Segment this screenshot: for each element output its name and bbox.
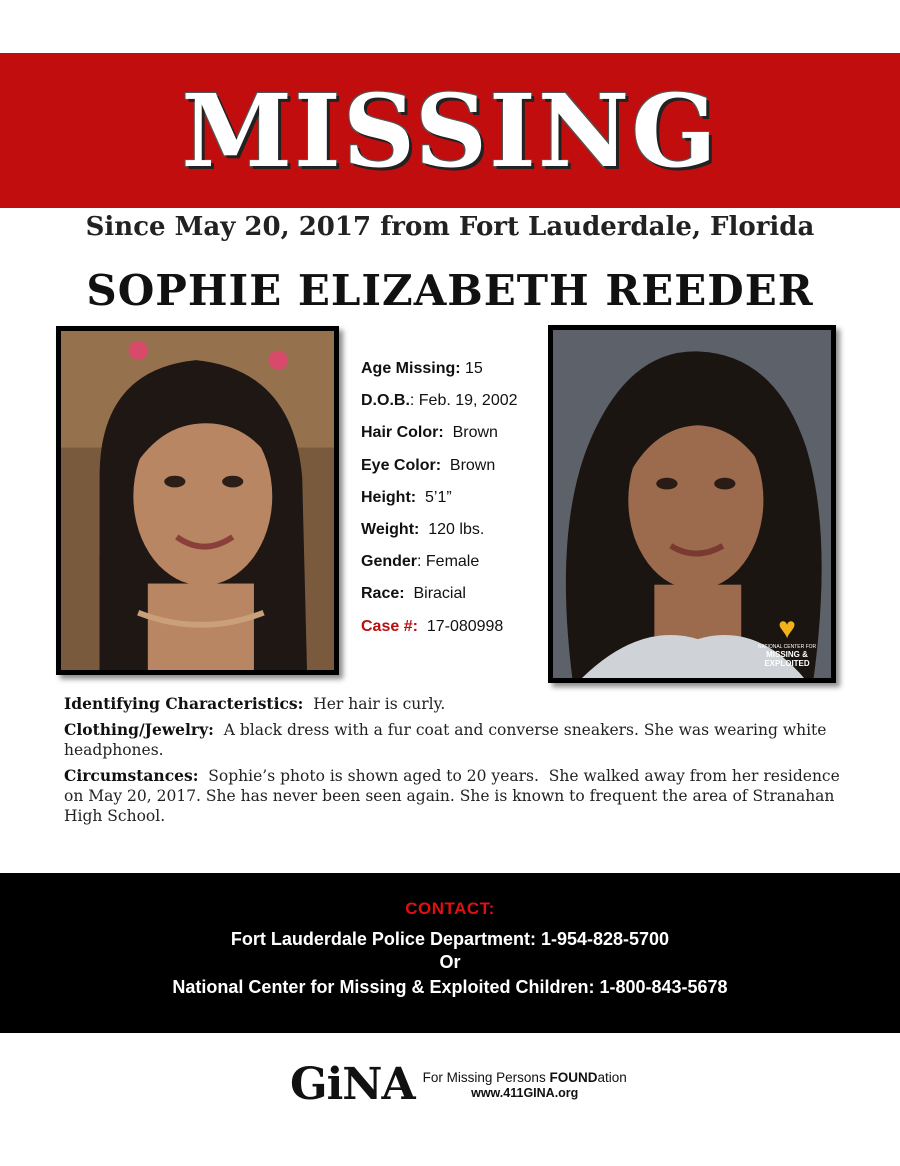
footer-tagline: For Missing Persons FOUNDation <box>422 1070 627 1085</box>
person-name: SOPHIE ELIZABETH REEDER <box>86 266 814 315</box>
detail-race: Race: Biracial <box>361 585 466 603</box>
description <box>64 694 844 832</box>
detail-case: Case #: 17-080998 <box>361 617 504 635</box>
contact-title: CONTACT: <box>405 899 495 918</box>
ncmec-logo-text: MISSING & EXPLOITED <box>764 650 810 668</box>
contact-or: Or <box>439 952 461 972</box>
ncmec-logo <box>749 614 825 668</box>
detail-gender: Gender: Female <box>361 553 480 571</box>
portrait-image <box>61 331 334 670</box>
details-list <box>361 360 541 650</box>
detail-eye: Eye Color: Brown <box>361 456 496 474</box>
contact-ncmec: National Center for Missing & Exploited Children: 1-800-843-5678 <box>172 977 728 997</box>
detail-age: Age Missing: 15 <box>361 360 483 377</box>
missing-since-line: Since May 20, 2017 from Fort Lauderdale, Florida <box>85 212 815 242</box>
footer-url[interactable]: www.411GINA.org <box>471 1086 579 1100</box>
clothing-jewelry: Clothing/Jewelry: A black dress with a fur coat and converse sneakers. She was wearing white headphones. <box>64 720 832 759</box>
detail-dob: D.O.B.: Feb. 19, 2002 <box>361 392 518 410</box>
missing-banner <box>0 53 900 208</box>
heart-icon: ♥ <box>778 612 796 645</box>
photo-original <box>56 326 339 675</box>
circumstances: Circumstances: Sophie’s photo is shown aged to 20 years. She walked away from her residence on May 20, 2017. She has never been seen again. She is known to frequent the area of Stranahan High School. <box>64 766 845 825</box>
footer-text <box>423 1070 627 1100</box>
banner-title: MISSING <box>181 71 719 190</box>
photo-age-progressed <box>548 325 836 683</box>
ncmec-logo-small: NATIONAL CENTER FOR <box>757 644 817 650</box>
footer <box>290 1060 650 1110</box>
detail-weight: Weight: 120 lbs. <box>361 520 485 538</box>
identifying-characteristics: Identifying Characteristics: Her hair is curly. <box>64 694 446 713</box>
contact-panel <box>0 873 900 1033</box>
contact-police: Fort Lauderdale Police Department: 1-954-828-5700 <box>230 929 670 949</box>
detail-hair: Hair Color: Brown <box>361 424 498 442</box>
gina-logo: GiNA <box>290 1059 415 1110</box>
detail-height: Height: 5’1” <box>361 488 452 506</box>
